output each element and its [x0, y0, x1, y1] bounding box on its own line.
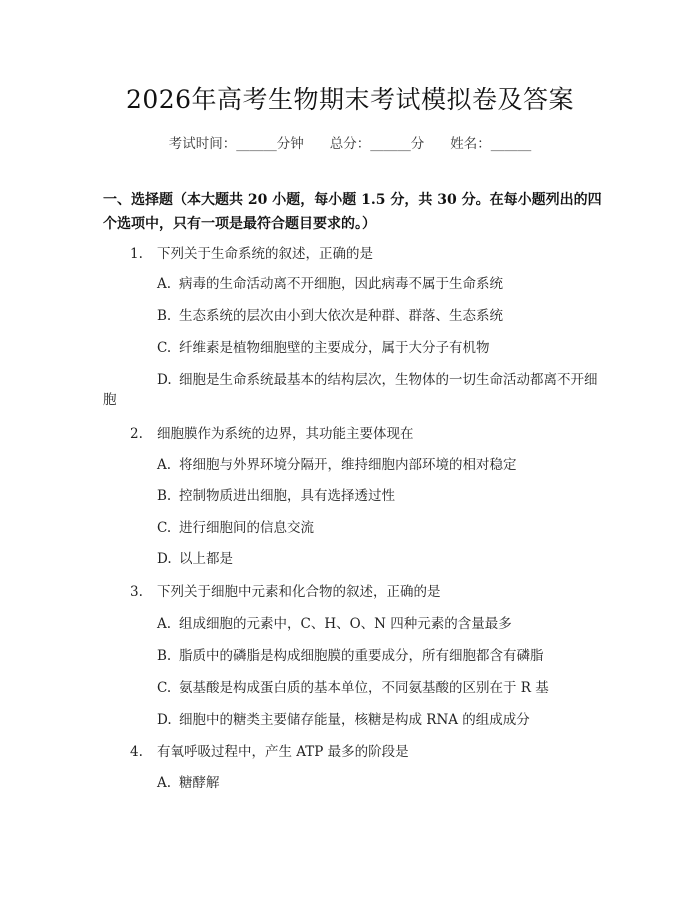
question-number: 2. [130, 426, 143, 442]
option-letter: C. [157, 340, 172, 356]
question-3-option-c [157, 678, 549, 698]
option-text: 纤维素是植物细胞壁的主要成分，属于大分子有机物 [179, 340, 490, 356]
option-letter: B. [157, 308, 172, 324]
name-label: 姓名： [450, 136, 491, 152]
time-unit: 分钟 [276, 136, 304, 152]
time-label: 考试时间： [168, 136, 237, 152]
option-letter: D. [157, 551, 172, 567]
question-2-option-a [157, 455, 517, 475]
name-blank: ______ [490, 136, 532, 152]
option-letter: B. [157, 648, 172, 664]
question-3-stem [130, 582, 441, 602]
time-blank: ______ [236, 136, 277, 152]
question-4-option-a [157, 773, 220, 793]
option-text: 组成细胞的元素中，C、H、O、N 四种元素的含量最多 [179, 616, 512, 632]
option-letter: D. [157, 712, 172, 728]
question-3-option-d [157, 710, 530, 730]
option-text: 以上都是 [179, 551, 233, 567]
question-1-option-b [157, 306, 503, 326]
question-text: 细胞膜作为系统的边界，其功能主要体现在 [157, 426, 414, 442]
option-text: 细胞中的糖类主要储存能量，核糖是构成 RNA 的组成成分 [179, 712, 530, 728]
question-1-option-d [103, 370, 600, 410]
question-3-option-b [157, 646, 544, 666]
option-letter: A. [157, 616, 172, 632]
option-text: 控制物质进出细胞，具有选择透过性 [179, 488, 395, 504]
score-label: 总分： [329, 136, 371, 152]
option-text: 脂质中的磷脂是构成细胞膜的重要成分，所有细胞都含有磷脂 [179, 648, 544, 664]
option-text: 氨基酸是构成蛋白质的基本单位，不同氨基酸的区别在于 R 基 [179, 680, 549, 696]
option-letter: C. [157, 680, 172, 696]
option-letter: B. [157, 488, 172, 504]
option-text: 细胞是生命系统最基本的结构层次，生物体的一切生命活动都离不开细胞 [103, 372, 598, 408]
option-letter: C. [157, 520, 172, 536]
option-letter: D. [157, 372, 172, 388]
option-text: 糖酵解 [179, 775, 220, 791]
question-1-option-a [157, 274, 503, 294]
question-text: 有氧呼吸过程中，产生 ATP 最多的阶段是 [157, 744, 409, 760]
option-text: 病毒的生命活动离不开细胞，因此病毒不属于生命系统 [179, 276, 503, 292]
question-2-option-c [157, 518, 314, 538]
page-title: 2026年高考生物期末考试模拟卷及答案 [125, 85, 575, 114]
question-2-stem [130, 424, 414, 444]
question-text: 下列关于生命系统的叙述，正确的是 [157, 246, 373, 262]
option-letter: A. [157, 457, 172, 473]
question-1-stem [130, 244, 373, 264]
question-1-option-c [157, 338, 490, 358]
option-letter: A. [157, 276, 172, 292]
option-text: 进行细胞间的信息交流 [179, 520, 314, 536]
option-letter: A. [157, 775, 172, 791]
question-2-option-b [157, 486, 395, 506]
question-2-option-d [157, 549, 233, 569]
score-unit: 分 [410, 136, 425, 152]
exam-info-line [0, 132, 700, 152]
question-number: 1. [130, 246, 143, 262]
option-text: 生态系统的层次由小到大依次是种群、群落、生态系统 [179, 308, 503, 324]
question-3-option-a [157, 614, 512, 634]
question-4-stem [130, 742, 409, 762]
score-blank: ______ [370, 136, 411, 152]
option-text: 将细胞与外界环境分隔开，维持细胞内部环境的相对稳定 [179, 457, 517, 473]
question-text: 下列关于细胞中元素和化合物的叙述，正确的是 [157, 584, 441, 600]
question-number: 4. [130, 744, 143, 760]
section-heading: 一、选择题（本大题共 20 小题，每小题 1.5 分，共 30 分。在每小题列出的四个选项中，只有一项是最符合题目要求的。） [103, 192, 602, 232]
question-number: 3. [130, 584, 143, 600]
